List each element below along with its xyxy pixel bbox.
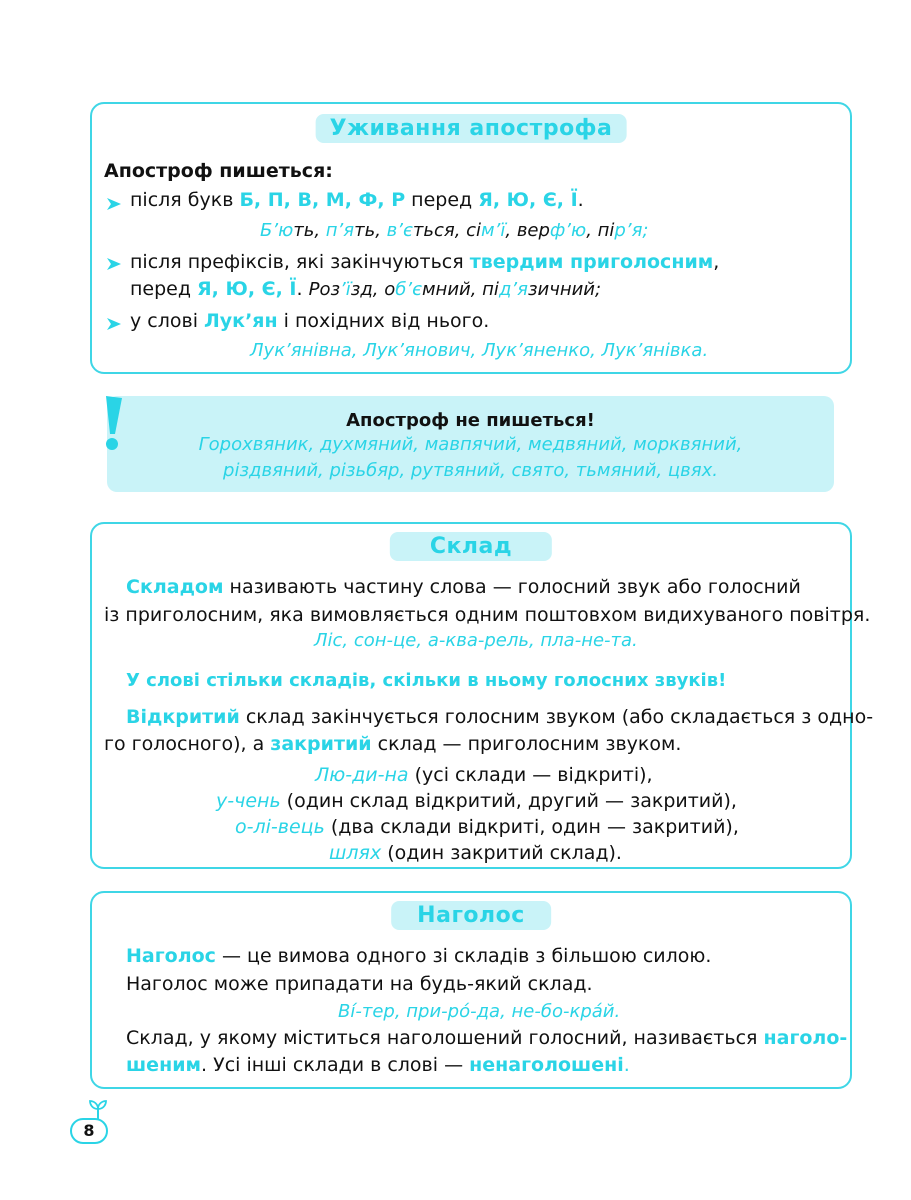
example-word: у-чень	[216, 790, 281, 812]
rule-1-vowels: Я, Ю, Є, Ї	[478, 189, 578, 211]
stress-definition	[126, 945, 711, 967]
stressed-syllable-text	[126, 1027, 847, 1049]
example-text: ,	[586, 220, 598, 241]
rule-2-bold: твердим приголосним	[469, 251, 714, 273]
syllable-definition-line-2: із приголосним, яка вимовляється одним поштовхом видихуваного повітря.	[104, 604, 871, 626]
closed-pre: го голосного), а	[104, 733, 271, 755]
example-note: (усі склади — відкриті),	[408, 764, 653, 786]
example-text: ться,	[412, 220, 467, 241]
rule-2-text: після префіксів, які закінчуються	[130, 251, 470, 273]
apostrophe-rule-2-line-2	[130, 278, 601, 300]
example-text: Роз	[308, 279, 341, 300]
syllable-box	[90, 522, 874, 869]
rule-2-end: ,	[713, 251, 720, 273]
unstressed-mid: . Усі інші склади в слові —	[201, 1054, 470, 1076]
unstressed-term: ненаголошені	[469, 1054, 624, 1076]
rule-1-letters: Б, П, В, М, Ф, Р	[239, 189, 406, 211]
open-text: склад закінчується голосним звуком (або складається з одно-	[239, 706, 874, 728]
example-text: ,	[505, 220, 517, 241]
example-text: вер	[516, 220, 550, 241]
example-text: зд, о	[350, 279, 396, 300]
example-highlight: м’ї	[481, 220, 506, 241]
example-note: (один закритий склад).	[381, 842, 622, 864]
example-note: (один склад відкритий, другий — закритий),	[280, 790, 737, 812]
warning-line-1: Горохвяник, духмяний, мавпячий, медвяний, морквяний,	[198, 434, 743, 455]
example-highlight: р’я;	[614, 220, 649, 241]
apostrophe-example-3: Лук’янівна, Лук’янович, Лук’яненко, Лук’янівка.	[250, 340, 709, 361]
example-highlight: д’я	[498, 279, 528, 300]
example-word: шлях	[329, 842, 382, 864]
rule-3-word: Лук’ян	[204, 310, 278, 332]
syllable-example: Ліс, сон-це, а-ква-рель, пла-не-та.	[314, 630, 638, 651]
warning-box	[107, 396, 834, 492]
open-term: Відкритий	[126, 706, 240, 728]
example-highlight: п’я	[325, 220, 355, 241]
apostrophe-example-2	[309, 279, 601, 300]
example-word: о-лі-вець	[235, 816, 325, 838]
syllable-definition-text: називають частину слова — голосний звук або голосний	[223, 576, 801, 598]
rule-2-before: перед	[130, 278, 198, 300]
rule-3-text: у слові	[130, 310, 205, 332]
stressed-term: наголо-	[763, 1027, 848, 1049]
syllable-definition	[126, 576, 801, 598]
syllable-example-1	[315, 764, 653, 786]
example-text: ть,	[354, 220, 387, 241]
rule-2-dot: .	[296, 278, 309, 300]
example-text: ть,	[293, 220, 326, 241]
rule-3-end: і похідних від нього.	[277, 310, 490, 332]
syllable-example-3	[235, 816, 739, 838]
rule-1-mid: перед	[405, 189, 479, 211]
stress-term: Наголос	[126, 945, 216, 967]
rule-1-end: .	[577, 189, 584, 211]
stress-box	[90, 891, 852, 1089]
exclamation-icon	[100, 394, 124, 452]
stress-example: Ві́-тер, при-ро́-да, не-бо-кра́й.	[338, 1001, 621, 1022]
apostrophe-box	[90, 102, 852, 374]
apostrophe-heading: Апостроф пишеться:	[104, 160, 333, 182]
example-highlight: Б’ю	[260, 220, 294, 241]
example-highlight: ’ї	[340, 279, 351, 300]
apostrophe-title: Уживання апострофа	[316, 114, 627, 143]
arrow-bullet-icon	[106, 316, 122, 332]
rule-2-vowels: Я, Ю, Є, Ї	[197, 278, 297, 300]
syllable-rule: У слові стільки складів, скільки в ньому голосних звуків!	[126, 670, 727, 691]
apostrophe-rule-3	[130, 310, 489, 332]
example-highlight: ф’ю	[549, 220, 587, 241]
arrow-bullet-icon	[106, 196, 122, 212]
stress-title: Наголос	[391, 901, 551, 930]
example-text: зичний;	[527, 279, 602, 300]
syllable-example-4	[329, 842, 622, 864]
warning-line-2: різдвяний, різьбяр, рутвяний, свято, тьмяний, цвях.	[223, 460, 718, 481]
example-highlight: б’є	[395, 279, 422, 300]
arrow-bullet-icon	[106, 256, 122, 272]
page-number: 8	[70, 1118, 108, 1144]
closed-end: склад — приголосним звуком.	[371, 733, 682, 755]
stress-definition-text: — це вимова одного зі складів з більшою силою.	[215, 945, 712, 967]
example-highlight: в’є	[386, 220, 413, 241]
example-text: пі	[597, 220, 615, 241]
closed-term: закритий	[270, 733, 372, 755]
stressed-term-end: шеним	[126, 1054, 202, 1076]
unstressed-end: .	[623, 1054, 630, 1076]
stressed-text: Склад, у якому міститься наголошений голосний, називається	[126, 1027, 764, 1049]
stress-definition-line-2: Наголос може припадати на будь-який склад.	[126, 973, 593, 995]
warning-heading: Апостроф не пишеться!	[346, 410, 595, 431]
syllable-term: Складом	[126, 576, 224, 598]
syllable-title: Склад	[390, 532, 552, 561]
apostrophe-rule-1	[130, 189, 584, 211]
apostrophe-example-1	[260, 220, 648, 241]
example-text: сі	[466, 220, 482, 241]
open-syllable-text	[126, 706, 873, 728]
unstressed-syllable-text	[126, 1054, 630, 1076]
rule-1-text: після букв	[130, 189, 240, 211]
syllable-example-2	[216, 790, 737, 812]
closed-syllable-text	[104, 733, 681, 755]
example-text: мний, пі	[421, 279, 499, 300]
example-note: (два склади відкриті, один — закритий),	[324, 816, 739, 838]
example-word: Лю-ди-на	[315, 764, 409, 786]
apostrophe-rule-2	[130, 251, 719, 273]
